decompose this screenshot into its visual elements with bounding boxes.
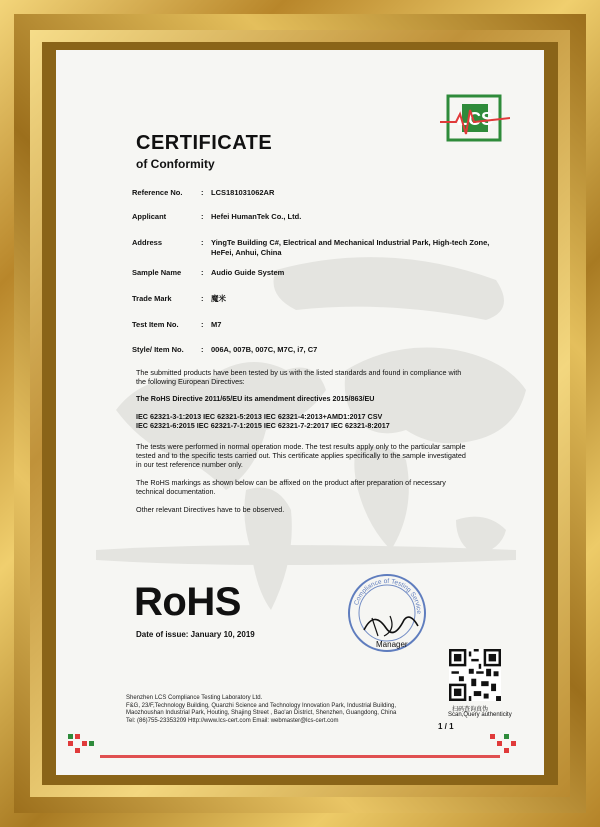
standards-line-1: IEC 62321-3-1:2013 IEC 62321-5:2013 IEC 62321-4:2013+AMD1:2017 CSV [136,412,383,421]
field-value-trade-mark: 魔米 [211,294,226,303]
field-label-sample-name: Sample Name [132,268,182,277]
field-label-trade-mark: Trade Mark [132,294,172,303]
field-colon: : [201,345,204,354]
lcs-logo [440,92,510,146]
field-value-test-item: M7 [211,320,222,329]
manager-label: Manager [376,640,408,649]
field-colon: : [201,294,204,303]
corner-decoration-right [490,734,530,754]
date-of-issue: Date of issue: January 10, 2019 [136,630,255,639]
footer-line: F&G, 23/F,Technology Building, Quanzhi Science and Technology Innovation Park, Industrial Building, [126,702,397,709]
field-label-applicant: Applicant [132,212,167,221]
page-number: 1 / 1 [438,722,454,731]
footer-line: Maozhoushan Industrial Park, Houting, Shajing Street , Bao'an District, Shenzhen, Guangdong, China [126,710,397,716]
markings-paragraph: The RoHS markings as shown below can be affixed on the product after preparation of necessary technical documentation. [136,478,446,496]
field-colon: : [201,238,204,247]
field-value-style-item: 006A, 007B, 007C, M7C, i7, C7 [211,345,318,354]
footer-line: Tel: (86)755-23353209 Http://www.lcs-cert.com Email: webmaster@lcs-cert.com [126,717,339,724]
certificate-paper [56,50,544,775]
footer-line: Shenzhen LCS Compliance Testing Laboratory Ltd. [126,695,263,701]
qr-code [449,649,501,701]
intro-paragraph: The submitted products have been tested by us with the listed standards and found in compliance with the following European Directives: [136,368,462,386]
certificate-title: CERTIFICATE [136,132,273,154]
field-label-reference: Reference No. [132,188,183,197]
field-label-address: Address [132,238,163,247]
bottom-red-bar [100,755,500,758]
tests-paragraph: The tests were performed in normal operation mode. The test results apply only to the particular sample tested and to the specific tests carried out. This certificate applies specifically to the sample investigated in our test reference number only. [136,442,466,469]
field-value-applicant: Hefei HumanTek Co., Ltd. [211,212,302,221]
field-label-style-item: Style/ Item No. [132,345,184,354]
corner-decoration-left [68,734,108,754]
field-value-address: YingTe Building C#, Electrical and Mechanical Industrial Park, High-tech Zone, HeFei, Anhui, China [211,238,490,257]
field-colon: : [201,212,204,221]
footer-address [126,695,396,725]
field-value-reference: LCS181031062AR [211,188,275,197]
field-colon: : [201,268,204,277]
directive-line: The RoHS Directive 2011/65/EU its amendment directives 2015/863/EU [136,394,375,403]
rohs-mark: RoHS [134,580,241,624]
certificate-subtitle: of Conformity [136,157,215,171]
field-label-test-item: Test Item No. [132,320,179,329]
stamp-text: Compliance of Testing Service [353,577,423,615]
field-value-sample-name: Audio Guide System [211,268,285,277]
standards-line-2: IEC 62321-6:2015 IEC 62321-7-1:2015 IEC 62321-7-2:2017 IEC 62321-8:2017 [136,421,390,430]
field-colon: : [201,320,204,329]
scan-label-cn: 扫码查询真伪 [452,707,489,713]
other-directives-paragraph: Other relevant Directives have to be observed. [136,505,285,514]
field-colon: : [201,188,204,197]
logo-letters: LCS [457,109,493,129]
scan-label-en: Scan,Query authenticity [448,712,512,718]
